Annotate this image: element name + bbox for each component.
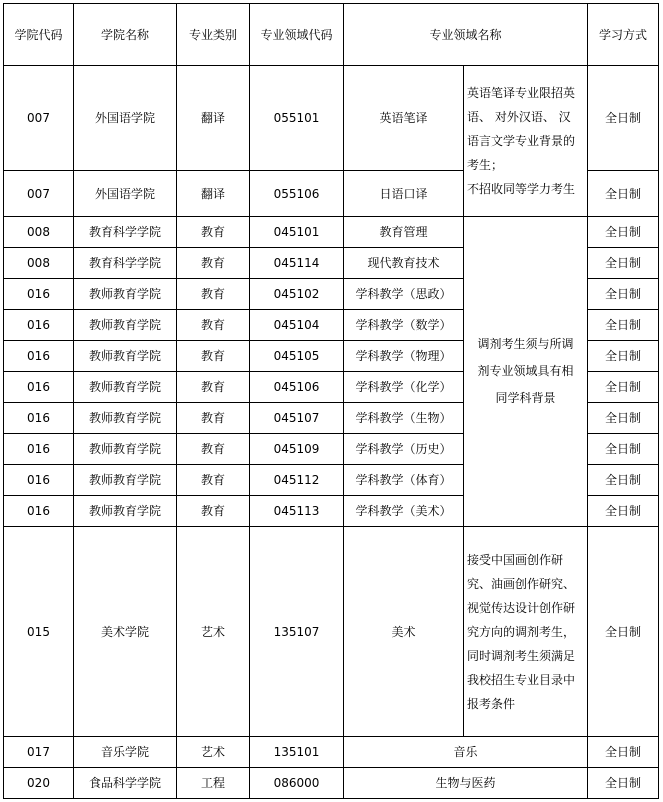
note-line: 究方向的调剂考生， <box>467 624 576 639</box>
college-name-cell: 教育科学学院 <box>74 248 177 279</box>
study-mode-cell: 全日制 <box>588 217 659 248</box>
field-name-cell: 学科教学（化学） <box>344 372 464 403</box>
college-code-cell: 007 <box>4 66 74 171</box>
note-line: 究、油画创作研究、 <box>467 576 576 591</box>
college-code-cell: 016 <box>4 310 74 341</box>
field-name-cell: 教育管理 <box>344 217 464 248</box>
major-type-cell: 教育 <box>177 496 250 527</box>
study-mode-cell: 全日制 <box>588 341 659 372</box>
study-mode-cell: 全日制 <box>588 372 659 403</box>
field-name-cell: 学科教学（思政） <box>344 279 464 310</box>
note-line: 考生； <box>467 158 504 172</box>
field-name-cell: 现代教育技术 <box>344 248 464 279</box>
college-code-cell: 016 <box>4 496 74 527</box>
field-code-cell: 055106 <box>250 171 344 217</box>
note-line: 英语笔译专业限招英 <box>467 86 576 100</box>
major-type-cell: 艺术 <box>177 527 250 737</box>
note-line: 语、 对外汉语、 汉 <box>467 110 571 124</box>
major-type-cell: 教育 <box>177 248 250 279</box>
college-code-cell: 015 <box>4 527 74 737</box>
translation-note-cell <box>464 66 588 217</box>
college-code-cell: 016 <box>4 434 74 465</box>
study-mode-cell: 全日制 <box>588 171 659 217</box>
note-line: 接受中国画创作研 <box>467 552 564 567</box>
header-field-name: 专业领域名称 <box>344 4 588 66</box>
table-row <box>4 66 659 171</box>
college-code-cell: 016 <box>4 372 74 403</box>
major-type-cell: 教育 <box>177 217 250 248</box>
field-name-cell: 学科教学（数学） <box>344 310 464 341</box>
note-line: 同时调剂考生须满足 <box>467 648 576 663</box>
major-type-cell: 教育 <box>177 372 250 403</box>
college-code-cell: 008 <box>4 248 74 279</box>
table-row <box>4 527 659 737</box>
field-name-cell: 日语口译 <box>344 171 464 217</box>
field-code-cell: 045101 <box>250 217 344 248</box>
college-code-cell: 016 <box>4 465 74 496</box>
art-note-cell <box>464 527 588 737</box>
college-code-cell: 008 <box>4 217 74 248</box>
field-name-cell: 学科教学（体育） <box>344 465 464 496</box>
major-type-cell: 翻译 <box>177 66 250 171</box>
field-code-cell: 045105 <box>250 341 344 372</box>
header-study-mode: 学习方式 <box>588 4 659 66</box>
study-mode-cell: 全日制 <box>588 496 659 527</box>
college-code-cell: 007 <box>4 171 74 217</box>
college-name-cell: 教师教育学院 <box>74 403 177 434</box>
major-type-cell: 教育 <box>177 310 250 341</box>
study-mode-cell: 全日制 <box>588 465 659 496</box>
study-mode-cell: 全日制 <box>588 248 659 279</box>
field-code-cell: 045107 <box>250 403 344 434</box>
field-code-cell: 045102 <box>250 279 344 310</box>
college-code-cell: 020 <box>4 768 74 799</box>
college-name-cell: 教师教育学院 <box>74 372 177 403</box>
college-name-cell: 外国语学院 <box>74 171 177 217</box>
field-code-cell: 045104 <box>250 310 344 341</box>
field-name-cell: 英语笔译 <box>344 66 464 171</box>
college-name-cell: 教师教育学院 <box>74 465 177 496</box>
field-code-cell: 045113 <box>250 496 344 527</box>
field-name-cell: 学科教学（物理） <box>344 341 464 372</box>
college-name-cell: 教师教育学院 <box>74 341 177 372</box>
header-college-code: 学院代码 <box>4 4 74 66</box>
note-line: 报考条件 <box>467 696 516 711</box>
study-mode-cell: 全日制 <box>588 737 659 768</box>
college-name-cell: 美术学院 <box>74 527 177 737</box>
field-code-cell: 086000 <box>250 768 344 799</box>
college-code-cell: 016 <box>4 403 74 434</box>
college-code-cell: 016 <box>4 341 74 372</box>
field-name-cell: 学科教学（历史） <box>344 434 464 465</box>
study-mode-cell: 全日制 <box>588 66 659 171</box>
field-code-cell: 045106 <box>250 372 344 403</box>
field-name-cell: 学科教学（美术） <box>344 496 464 527</box>
college-name-cell: 食品科学学院 <box>74 768 177 799</box>
note-line: 剂专业领域具有相 <box>477 364 574 378</box>
note-line: 不招收同等学力考生 <box>467 182 576 196</box>
college-code-cell: 016 <box>4 279 74 310</box>
field-code-cell: 135107 <box>250 527 344 737</box>
field-name-cell: 学科教学（生物） <box>344 403 464 434</box>
college-code-cell: 017 <box>4 737 74 768</box>
adjustment-table <box>3 3 659 799</box>
study-mode-cell: 全日制 <box>588 403 659 434</box>
study-mode-cell: 全日制 <box>588 527 659 737</box>
table-row <box>4 737 659 768</box>
college-name-cell: 教师教育学院 <box>74 279 177 310</box>
college-name-cell: 教师教育学院 <box>74 434 177 465</box>
college-name-cell: 教育科学学院 <box>74 217 177 248</box>
field-code-cell: 045114 <box>250 248 344 279</box>
note-line: 我校招生专业目录中 <box>467 672 576 687</box>
field-code-cell: 045109 <box>250 434 344 465</box>
table-row <box>4 217 659 248</box>
header-field-code: 专业领域代码 <box>250 4 344 66</box>
field-code-cell: 135101 <box>250 737 344 768</box>
college-name-cell: 外国语学院 <box>74 66 177 171</box>
college-name-cell: 教师教育学院 <box>74 496 177 527</box>
header-college-name: 学院名称 <box>74 4 177 66</box>
header-row <box>4 4 659 66</box>
note-line: 同学科背景 <box>495 391 556 405</box>
major-type-cell: 工程 <box>177 768 250 799</box>
header-major-type: 专业类别 <box>177 4 250 66</box>
field-name-cell: 美术 <box>344 527 464 737</box>
field-name-cell: 音乐 <box>344 737 588 768</box>
major-type-cell: 艺术 <box>177 737 250 768</box>
note-line: 语言文学专业背景的 <box>467 134 576 148</box>
study-mode-cell: 全日制 <box>588 434 659 465</box>
college-name-cell: 教师教育学院 <box>74 310 177 341</box>
education-note-cell <box>464 217 588 527</box>
major-type-cell: 教育 <box>177 279 250 310</box>
study-mode-cell: 全日制 <box>588 310 659 341</box>
field-code-cell: 055101 <box>250 66 344 171</box>
note-line: 视觉传达设计创作研 <box>467 600 576 615</box>
major-type-cell: 教育 <box>177 434 250 465</box>
college-name-cell: 音乐学院 <box>74 737 177 768</box>
study-mode-cell: 全日制 <box>588 768 659 799</box>
major-type-cell: 教育 <box>177 465 250 496</box>
major-type-cell: 教育 <box>177 341 250 372</box>
study-mode-cell: 全日制 <box>588 279 659 310</box>
note-line: 调剂考生须与所调 <box>477 337 574 351</box>
major-type-cell: 教育 <box>177 403 250 434</box>
field-name-cell: 生物与医药 <box>344 768 588 799</box>
major-type-cell: 翻译 <box>177 171 250 217</box>
field-code-cell: 045112 <box>250 465 344 496</box>
table-row <box>4 768 659 799</box>
